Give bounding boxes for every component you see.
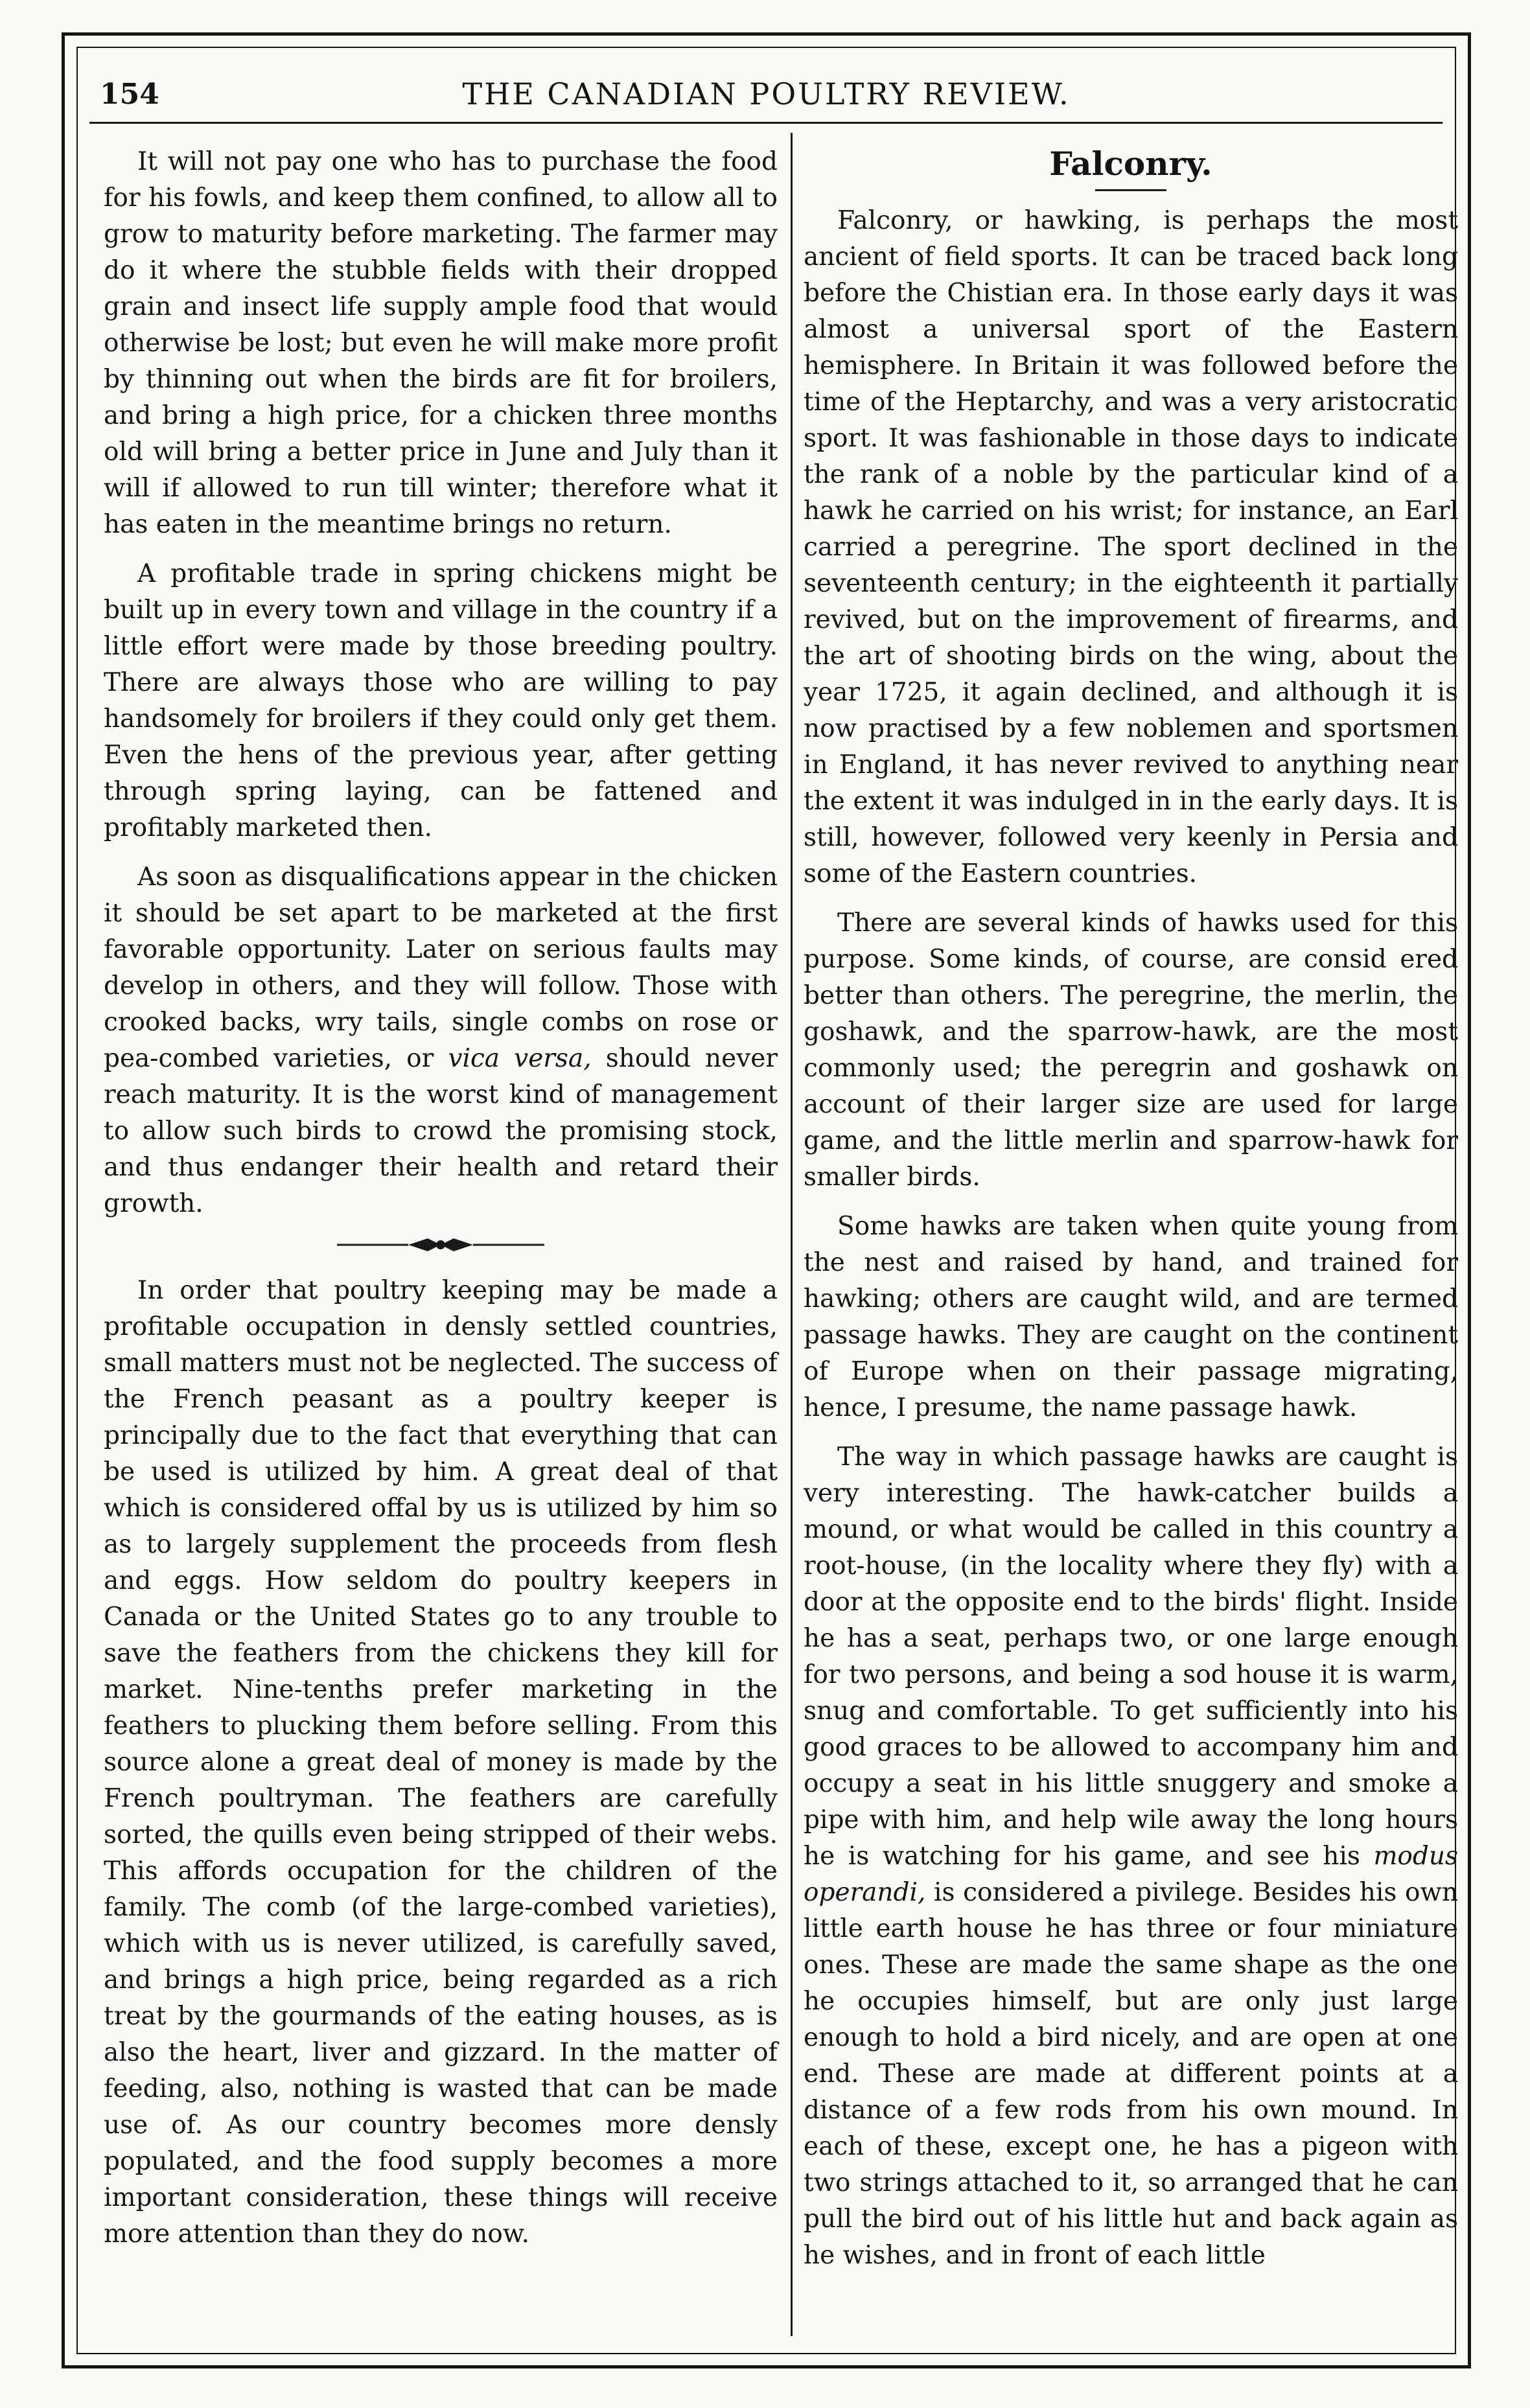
paragraph: It will not pay one who has to purchase the food for his fowls, and keep them confined, to allow all to grow to maturity before marketing. The farmer may do it where the stubble fields with their dropped grain and insect life supply ample food that would otherwise be lost; but even he will make more profit by thinning out when the birds are fit for broilers, and bring a high price, for a chicken three months old will bring a better price in June and July than it will if allowed to run till winter; therefore what it has eaten in the meantime brings no return. bbox=[104, 147, 778, 539]
paragraph bbox=[804, 1439, 1458, 2274]
paragraph-text: As soon as disqualifications appear in the chicken it should be set apart to be marketed at the first favorable opportunity. Later on serious faults may develop in others, and they will follow. Those with crooked backs, wry tails, single combs on rose or pea-combed varieties, or bbox=[104, 862, 778, 1073]
paragraph bbox=[104, 859, 778, 1222]
paragraph: In order that poultry keeping may be made a profitable occupation in densly settled countries, small matters must not be neglected. The success of the French peasant as a poultry keeper is principally due to the fact that everything that can be used is utilized by him. A great deal of that which is considered offal by us is utilized by him so as to largely supplement the proceeds from flesh and eggs. How seldom do poultry keepers in Canada or the United States go to any trouble to save the feathers from the chickens they kill for market. Nine-tenths prefer marketing in the feathers to plucking them before selling. From this source alone a great deal of money is made by the French poultryman. The feathers are carefully sorted, the quills even being stripped of their webs. This affords occupation for the children of the family. The comb (of the large-combed varieties), which with us is never utilized, is carefully saved, and brings a high price, being regarded as a rich treat by the gourmands of the eating houses, as is also the heart, liver and gizzard. In the matter of feeding, also, nothing is wasted that can be made use of. As our country becomes more densly populated, and the food supply becomes a more important consideration, these things will receive more attention than they do now. bbox=[104, 1276, 778, 2249]
paragraph: A profitable trade in spring chickens might be built up in every town and village in the country if a little effort were made by those breeding poultry. There are always those who are willing to pay handsomely for broilers if they could only get them. Even the hens of the previous year, after getting through spring laying, can be fattened and profitably marketed then. bbox=[104, 559, 778, 842]
paragraph-text: The way in which passage hawks are caught is very interesting. The hawk-catcher builds a mound, or what would be called in this country a root-house, (in the locality where they fly) with a door at the opposite end to the birds' flight. Inside he has a seat, perhaps two, or one large enough for two persons, and being a sod house it is warm, snug and comfortable. To get sufficiently into his good graces to be allowed to accompany him and occupy a seat in his little snuggery and smoke a pipe with him, and help wile away the long hours he is watching for his game, and see his bbox=[804, 1442, 1458, 1871]
section-title: Falconry. bbox=[1049, 145, 1212, 183]
paragraph: There are several kinds of hawks used for this purpose. Some kinds, of course, are consid ered better than others. The peregrine, the merlin, the goshawk, and the sparrow-hawk, are the most commonly used; the peregrin and goshawk on account of their larger size are used for large game, and the little merlin and sparrow-hawk for smaller birds. bbox=[804, 909, 1458, 1192]
italic-phrase: vica versa, bbox=[448, 1044, 592, 1073]
right-column bbox=[804, 144, 1458, 2287]
page-header bbox=[97, 73, 1435, 115]
page-number: 154 bbox=[100, 78, 159, 111]
journal-title: THE CANADIAN POULTRY REVIEW. bbox=[462, 76, 1071, 111]
left-column bbox=[104, 144, 778, 2265]
paragraph: Falconry, or hawking, is perhaps the most ancient of field sports. It can be traced back long before the Chistian era. In those early days it was almost a universal sport of the Eastern hemisphere. In Britain it was followed before the time of the Heptarchy, and was a very aristocratic sport. It was fashionable in those days to indicate the rank of a noble by the particular kind of a hawk he carried on his wrist; for instance, an Earl carried a peregrine. The sport declined in the seventeenth century; in the eighteenth it partially revived, but on the improvement of firearms, and the art of shooting birds on the wing, about the year 1725, it again declined, and although it is now practised by a few noblemen and sportsmen in England, it has never revived to anything near the extent it was indulged in in the early days. It is still, however, followed very keenly in Persia and some of the Eastern countries. bbox=[804, 206, 1458, 888]
paragraph-text: is considered a pivilege. Besides his own little earth house he has three or four miniature ones. These are made the same shape as the one he occupies himself, but are only just large enough to hold a bird nicely, and are open at one end. These are made at different points at a distance of a few rods from his own mound. In each of these, except one, he has a pigeon with two strings attached to it, so arranged that he can pull the bird out of his little hut and back again as he wishes, and in front of each little bbox=[804, 1878, 1459, 2270]
header-rule bbox=[89, 122, 1443, 124]
ornament-divider bbox=[330, 1235, 551, 1255]
italic-phrase: modus operandi, bbox=[804, 1842, 1458, 1907]
paragraph-text: should never reach maturity. It is the worst kind of management to allow such birds to crowd the promising stock, and thus endanger their health and retard their growth. bbox=[104, 1044, 778, 1218]
paragraph: Some hawks are taken when quite young from the nest and raised by hand, and trained for hawking; others are caught wild, and are termed passage hawks. They are caught on the continent of Europe when on their passage migrating, hence, I presume, the name passage hawk. bbox=[804, 1212, 1458, 1422]
title-rule bbox=[1095, 189, 1166, 191]
column-rule bbox=[791, 133, 793, 2336]
